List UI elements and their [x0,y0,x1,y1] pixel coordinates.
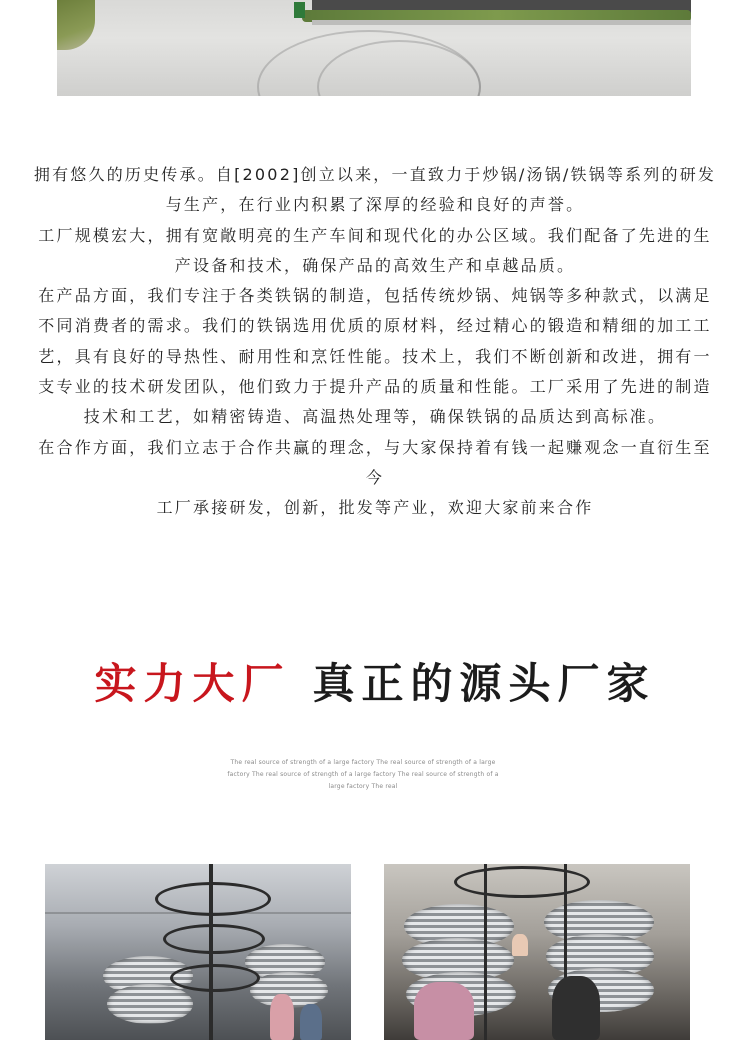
intro-paragraph: 拥有悠久的历史传承。自[2002]创立以来，一直致力于炒锅/汤锅/铁锅等系列的研发与生产，在行业内积累了深厚的经验和良好的声誉。 [33,165,717,215]
metal-frame-ring [163,924,265,954]
intro-paragraph: 工厂承接研发，创新，批发等产业，欢迎大家前来合作 [156,498,594,518]
metal-frame-ring [155,882,271,916]
worker-figure [270,994,294,1040]
company-intro [30,160,720,524]
section-headline [0,654,750,714]
metal-frame-ring [454,866,590,898]
worker-figure [300,1004,322,1040]
metal-frame-ring [170,964,260,992]
worker-figure [512,934,528,956]
intro-paragraph: 在产品方面，我们专注于各类铁锅的制造，包括传统炒锅、炖锅等多种款式，以满足不同消费者的需求。我们的铁锅选用优质的原材料，经过精心的锻造和精细的加工工艺，具有良好的导热性、耐用性和烹饪性能。技术上，我们不断创新和改进，拥有一支专业的技术研发团队，他们致力于提升产品的质量和性能。工厂采用了先进的制造技术和工艺，如精密铸造、高温热处理等，确保铁锅的品质达到高标准。 [38,286,712,427]
intro-paragraph: 工厂规模宏大，拥有宽敞明亮的生产车间和现代化的办公区域。我们配备了先进的生产设备和技术，确保产品的高效生产和卓越品质。 [38,225,712,275]
headline-dark: 真正的源头厂家 [312,659,656,708]
workshop-photo-left [45,864,351,1040]
road-curb [312,20,691,25]
frame-pole [45,912,351,914]
english-subtitle: The real source of strength of a large factory The real source of strength of a large factory The real source of strength of a large factory The real source of strength of a large factory The real [227,759,499,790]
workshop-photo-right [384,864,690,1040]
frame-pole [484,864,487,1040]
steel-coil [107,984,193,1024]
factory-yard-photo [57,0,691,96]
intro-paragraph: 在合作方面，我们立志于合作共赢的理念，与大家保持着有钱一起赚观念一直衍生至今 [38,437,712,487]
worker-figure [552,976,600,1040]
worker-figure [414,982,474,1040]
headline-red: 实力大厂 [94,659,291,708]
trash-bin [294,2,305,18]
grass-patch [57,0,95,50]
frame-pole [209,864,213,1040]
